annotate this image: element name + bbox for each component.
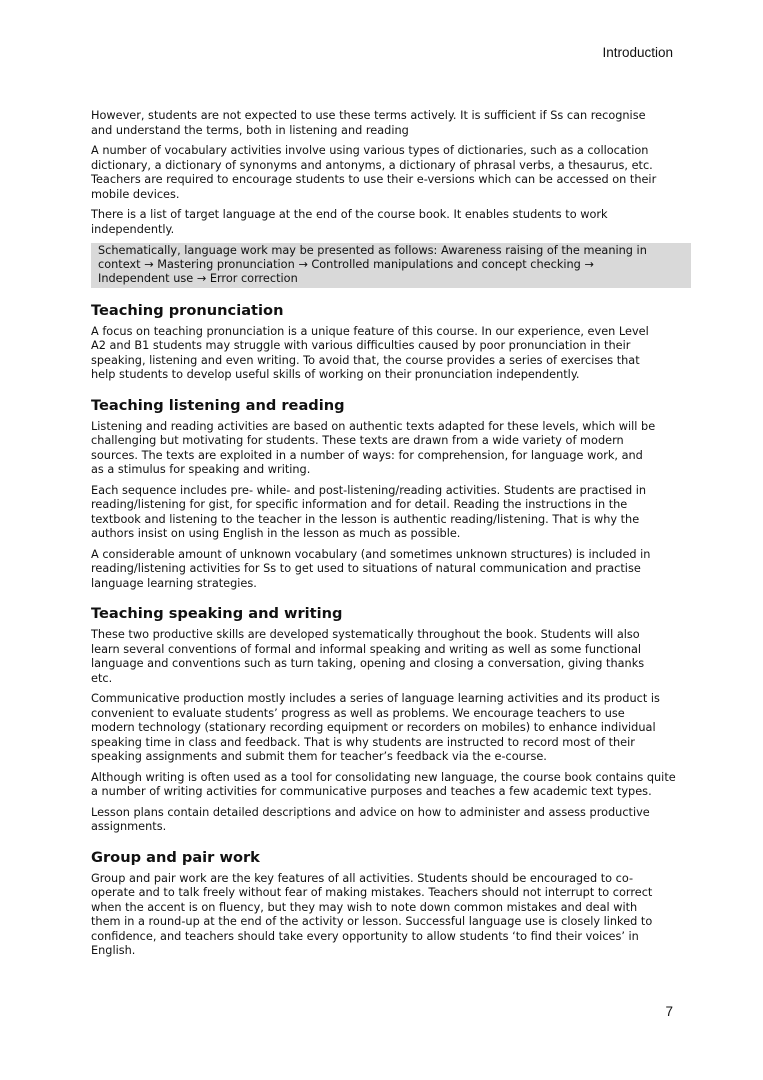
text-line: Listening and reading activities are based on authentic texts adapted for these levels, which will be: [91, 419, 656, 433]
text-line: learn several conventions of formal and informal speaking and writing as well as some functional: [91, 642, 642, 656]
text-line: operate and to talk freely without fear of making mistakes. Teachers should not interrupt to correct: [91, 886, 653, 900]
page-content: [91, 109, 681, 965]
text-line: as a stimulus for speaking and writing.: [91, 463, 311, 477]
text-line: These two productive skills are developed systematically throughout the book. Students will also: [91, 628, 640, 642]
text-line: A focus on teaching pronunciation is a unique feature of this course. In our experience, even Level: [91, 324, 649, 338]
section-heading: Teaching pronunciation: [91, 301, 284, 319]
highlight-box: [91, 243, 691, 288]
paragraph: [91, 208, 681, 237]
text-line: assignments.: [91, 820, 167, 834]
text-line: help students to develop useful skills of working on their pronunciation independently.: [91, 368, 580, 382]
paragraph: [91, 109, 681, 138]
paragraph: [91, 692, 681, 765]
text-line: dictionary, a dictionary of synonyms and antonyms, a dictionary of phrasal verbs, a thesaurus, etc.: [91, 158, 653, 172]
section-heading: Teaching speaking and writing: [91, 605, 343, 623]
text-line: Communicative production mostly includes a series of language learning activities and its product is: [91, 692, 660, 706]
text-line: challenging but motivating for students. These texts are drawn from a wide variety of modern: [91, 434, 624, 448]
section-heading: Teaching listening and reading: [91, 396, 345, 414]
text-line: authors insist on using English in the lesson as much as possible.: [91, 527, 461, 541]
text-line: a number of writing activities for communicative purposes and teaches a few academic text types.: [91, 785, 652, 799]
text-line: There is a list of target language at the end of the course book. It enables students to work: [91, 208, 608, 221]
text-line: modern technology (stationary recording equipment or recorders on mobiles) to enhance individual: [91, 721, 656, 735]
text-line: Independent use → Error correction: [98, 272, 298, 286]
text-line: context → Mastering pronunciation → Controlled manipulations and concept checking →: [98, 258, 594, 272]
paragraph: [91, 872, 681, 959]
text-line: A2 and B1 students may struggle with various difficulties caused by poor pronunciation in their: [91, 339, 631, 353]
paragraph: [91, 806, 681, 835]
page-number: 7: [665, 1004, 673, 1019]
text-line: sources. The texts are exploited in a number of ways: for comprehension, for language work, and: [91, 448, 643, 462]
text-line: textbook and listening to the teacher in the lesson is authentic reading/listening. That is why the: [91, 512, 640, 526]
text-line: reading/listening for gist, for specific information and for detail. Reading the instructions in the: [91, 498, 628, 512]
text-line: Teachers are required to encourage students to use their e-versions which can be accessed on their: [91, 173, 657, 186]
paragraph: [91, 484, 681, 542]
text-line: confidence, and teachers should take every opportunity to allow students ‘to find their voices’ in: [91, 929, 639, 943]
text-line: Each sequence includes pre- while- and post-listening/reading activities. Students are practised in: [91, 483, 647, 497]
text-line: and understand the terms, both in listening and reading: [91, 123, 409, 137]
text-line: convenient to evaluate students’ progress as well as problems. We encourage teachers to use: [91, 706, 625, 720]
running-header: Introduction: [602, 45, 673, 60]
text-line: language and conventions such as turn taking, opening and closing a conversation, giving thanks: [91, 657, 645, 671]
paragraph: [91, 628, 681, 686]
text-line: Schematically, language work may be presented as follows: Awareness raising of the meaning in: [98, 244, 647, 257]
text-line: speaking assignments and submit them for teacher’s feedback via the e-course.: [91, 750, 547, 764]
text-line: mobile devices.: [91, 187, 180, 201]
text-line: Although writing is often used as a tool for consolidating new language, the course book contains quite: [91, 770, 676, 784]
paragraph: [91, 771, 681, 800]
text-line: A considerable amount of unknown vocabulary (and sometimes unknown structures) is included in: [91, 547, 651, 561]
text-line: language learning strategies.: [91, 576, 257, 590]
text-line: Group and pair work are the key features of all activities. Students should be encouraged to co-: [91, 871, 634, 885]
text-line: when the accent is on fluency, but they may wish to note down common mistakes and deal with: [91, 900, 638, 914]
text-line: reading/listening activities for Ss to get used to situations of natural communication and practise: [91, 562, 641, 576]
paragraph: [91, 420, 681, 478]
paragraph: [91, 548, 681, 592]
text-line: speaking time in class and feedback. That is why students are instructed to record most of their: [91, 735, 635, 749]
text-line: etc.: [91, 671, 113, 685]
text-line: independently.: [91, 222, 175, 236]
text-line: A number of vocabulary activities involve using various types of dictionaries, such as a collocation: [91, 144, 649, 157]
text-line: them in a round-up at the end of the activity or lesson. Successful language use is closely linked to: [91, 915, 653, 929]
text-line: speaking, listening and even writing. To avoid that, the course provides a series of exercises that: [91, 353, 640, 367]
text-line: Lesson plans contain detailed descriptions and advice on how to administer and assess productive: [91, 805, 650, 819]
text-line: However, students are not expected to use these terms actively. It is sufficient if Ss can recognise: [91, 109, 646, 122]
paragraph: [91, 144, 681, 202]
section-heading: Group and pair work: [91, 848, 260, 866]
paragraph: [91, 325, 681, 383]
text-line: English.: [91, 944, 136, 958]
